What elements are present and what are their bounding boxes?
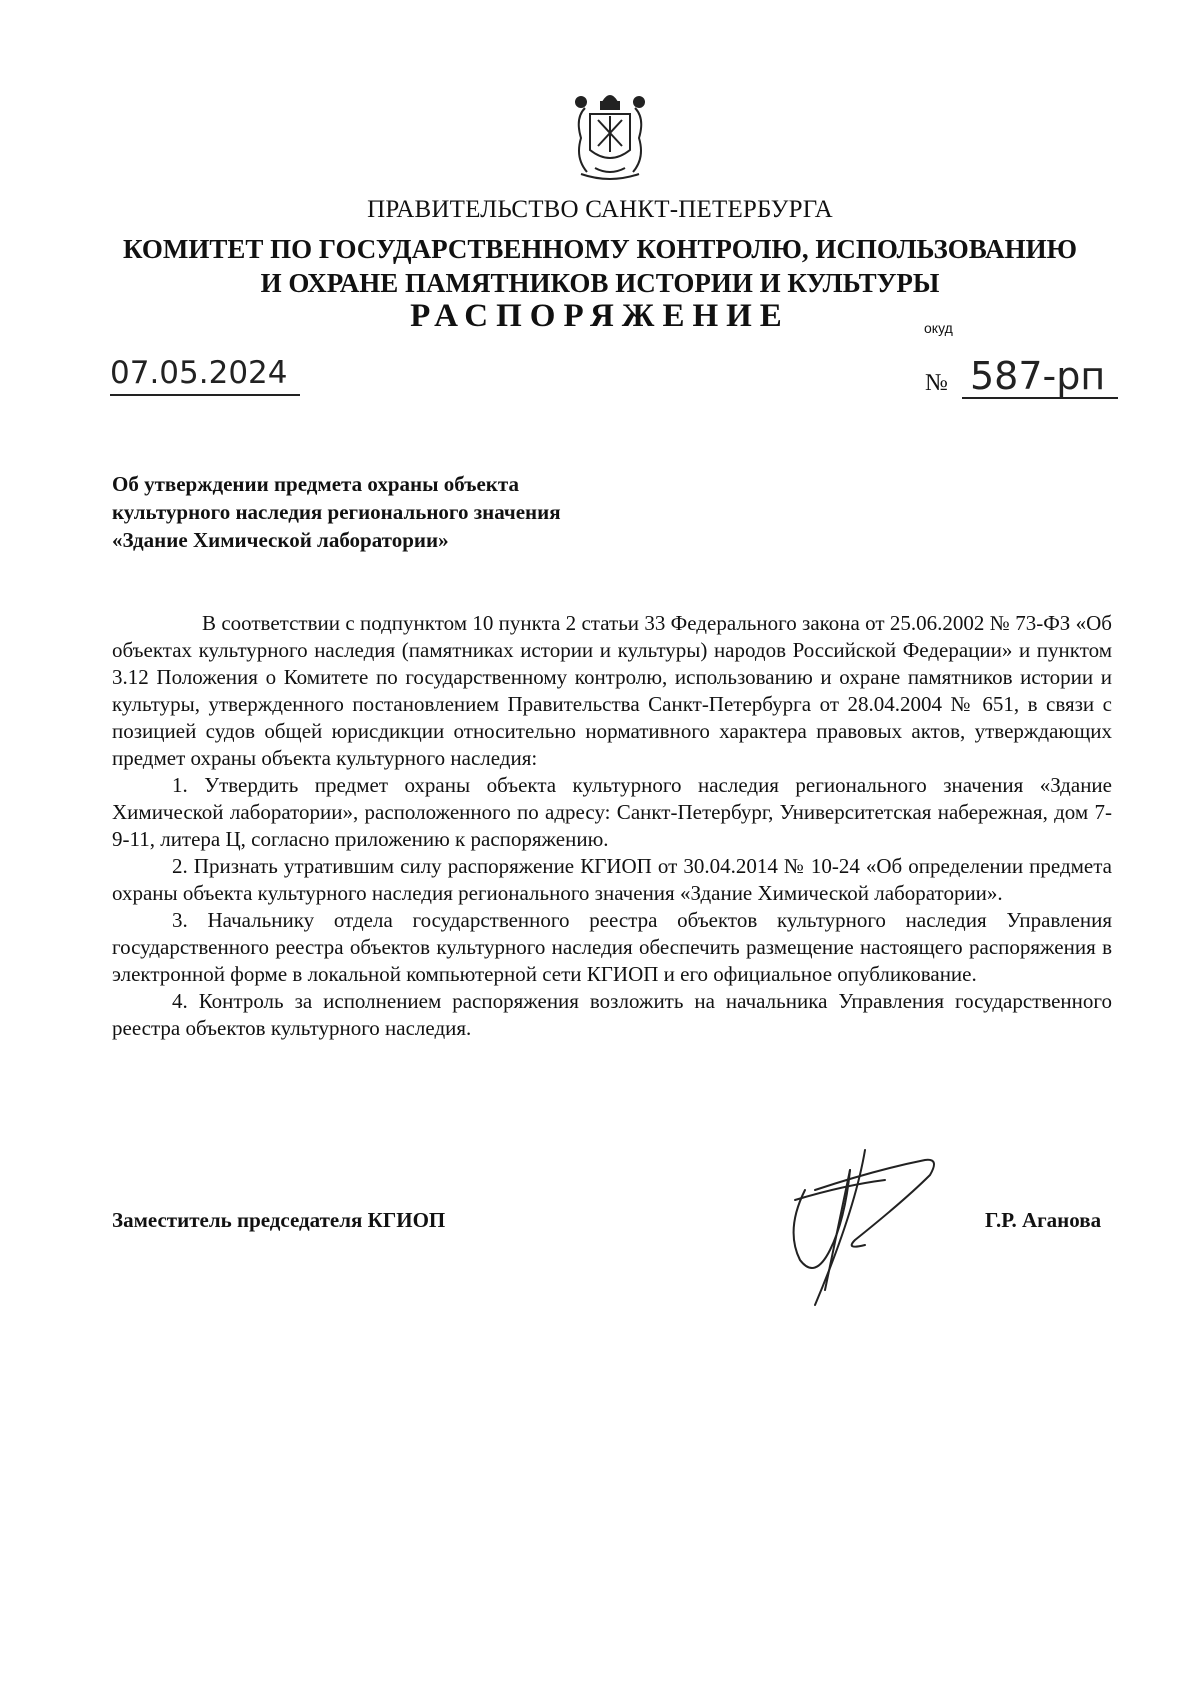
preamble-paragraph: В соответствии с подпунктом 10 пункта 2 статьи 33 Федерального закона от 25.06.2002 № 73-ФЗ «Об объектах культурного наследия (памятниках истории и культуры) народов Российской Федерации» и пунктом 3.12 Положения о Комитете по государственному контролю, использованию и охране памятников истории и культуры, утвержденного постановлением Правительства Санкт-Петербурга от 28.04.2004 № 651, в связи с позицией судов общей юрисдикции относительно нормативного характера правовых актов, утверждающих предмет охраны объекта культурного наследия: <box>112 611 1112 770</box>
document-number: 587-рп <box>962 355 1118 399</box>
signatory-role: Заместитель председателя КГИОП <box>112 1208 446 1232</box>
government-title: ПРАВИТЕЛЬСТВО САНКТ-ПЕТЕРБУРГА <box>367 196 833 223</box>
subject-line3: «Здание Химической лаборатории» <box>112 528 449 552</box>
document-date: 07.05.2024 <box>110 354 300 396</box>
committee-title-line2: И ОХРАНЕ ПАМЯТНИКОВ ИСТОРИИ И КУЛЬТУРЫ <box>260 268 940 298</box>
coat-of-arms-icon <box>565 88 655 188</box>
document-type-title: РАСПОРЯЖЕНИЕ <box>410 298 790 334</box>
handwritten-signature <box>755 1130 955 1310</box>
subject-line1: Об утверждении предмета охраны объекта <box>112 472 519 496</box>
document-body <box>112 610 1112 1042</box>
order-item-2: 2. Признать утратившим силу распоряжение КГИОП от 30.04.2014 № 10-24 «Об определении предмета охраны объекта культурного наследия регионального значения «Здание Химической лаборатории». <box>112 854 1112 905</box>
order-item-3: 3. Начальнику отдела государственного реестра объектов культурного наследия Управления государственного реестра объектов культурного наследия обеспечить размещение настоящего распоряжения в электронной форме в локальной компьютерной сети КГИОП и его официальное опубликование. <box>112 908 1112 986</box>
signatory-name: Г.Р. Аганова <box>985 1208 1102 1232</box>
document-subject <box>112 470 712 554</box>
okud-label: окуд <box>924 320 953 336</box>
order-item-1: 1. Утвердить предмет охраны объекта культурного наследия регионального значения «Здание Химической лаборатории», расположенного по адресу: Санкт-Петербург, Университетская набережная, дом 7-9-11, литера Ц, согласно приложению к распоряжению. <box>112 773 1112 851</box>
order-item-4: 4. Контроль за исполнением распоряжения возложить на начальника Управления государственного реестра объектов культурного наследия. <box>112 989 1112 1040</box>
committee-title-line1: КОМИТЕТ ПО ГОСУДАРСТВЕННОМУ КОНТРОЛЮ, ИСПОЛЬЗОВАНИЮ <box>123 234 1077 264</box>
number-label: № <box>925 370 948 396</box>
subject-line2: культурного наследия регионального значения <box>112 500 561 524</box>
committee-title <box>0 232 1200 300</box>
